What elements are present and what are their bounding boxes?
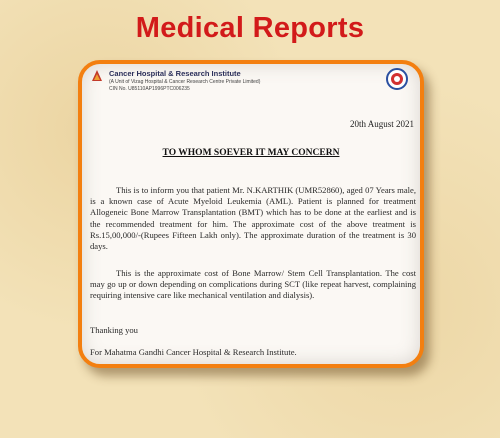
letter-closing: Thanking you — [90, 325, 138, 335]
page-title: Medical Reports — [135, 12, 365, 44]
letter-sign-off: For Mahatma Gandhi Cancer Hospital & Research Institute. — [90, 347, 297, 357]
hospital-subtitle: (A Unit of Vizag Hospital & Cancer Research Centre Private Limited) — [109, 79, 261, 85]
letter-date: 20th August 2021 — [349, 119, 414, 129]
letter-paragraph-1: This is to inform you that patient Mr. N.KARTHIK (UMR52860), aged 07 Years male, is a known case of Acute Myeloid Leukemia (AML). Patient is planned for treatment Allogeneic Bone Marrow Transplantation (BMT) which has to be done at the earliest and is the recommended treatment for him. The approximate cost of the above treatment is Rs.15,00,000/-(Rupees Fifteen Lakh only). The approximate duration of the treatment is 30 days. — [90, 185, 416, 252]
letter-heading: TO WHOM SOEVER IT MAY CONCERN — [162, 148, 340, 158]
hospital-logo-icon — [90, 69, 104, 83]
letter-paragraph-2: This is the approximate cost of Bone Marrow/ Stem Cell Transplantation. The cost may go up or down depending on complications during SCT (like repeat harvest, complaining requiring intensive care like mechanical ventilation and dialysis). — [90, 268, 416, 301]
hospital-cin: CIN No. U85110AP1996PTC006235 — [109, 86, 190, 92]
report-photo-frame — [78, 60, 424, 368]
accreditation-seal-icon — [386, 68, 408, 90]
medical-letter — [82, 64, 420, 364]
hospital-name: Cancer Hospital & Research Institute — [109, 69, 241, 78]
